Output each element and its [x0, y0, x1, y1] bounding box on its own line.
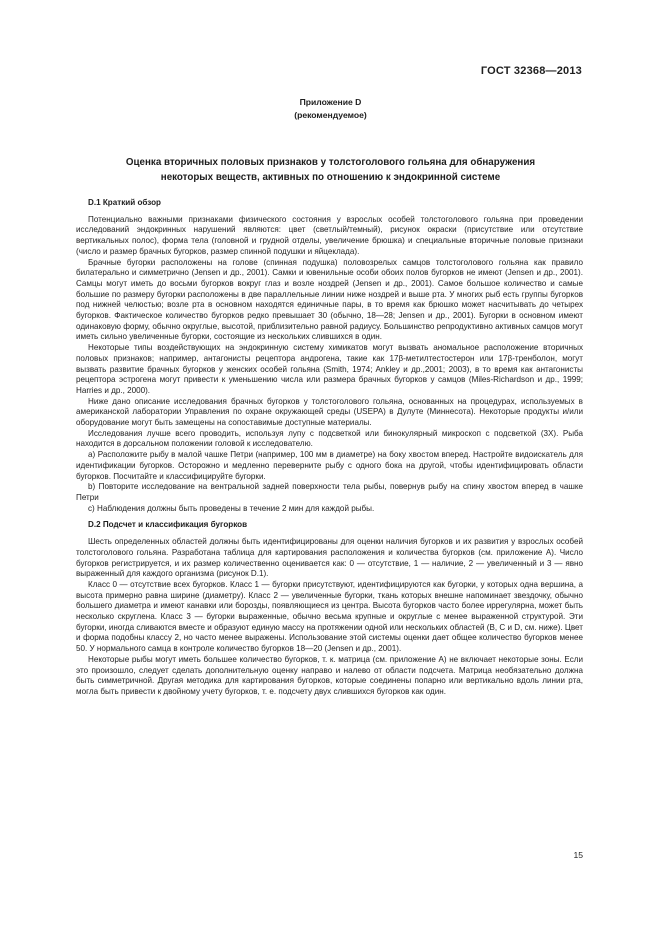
title-line-1: Оценка вторичных половых признаков у толстоголового гольяна для обнаружения [125, 157, 536, 168]
paragraph: Некоторые типы воздействующих на эндокринную систему химикатов могут вызвать аномальное расположение вторичных половых признаков; например, антагонисты рецептора андрогена, такие как 17β-метилтестостерон или 17β-тренболон, могут вызвать развитие брачных бугорков у женских особей гольяна (Smith, 1974; Ankley и др.,2001; 2003), в то время как антагонисты рецептора эстрогена могут привести к уменьшению числа или размера брачных бугорков у самцов (Miles-Richardson и др., 1999; Harries и др., 2000). [76, 343, 583, 395]
page-number: 15 [573, 850, 583, 860]
paragraph: Потенциально важными признаками физического состояния у взрослых особей толстоголового гольяна при проведении исследований эндокринных нарушений являются: цвет (светлый/темный), рисунок окраски (присутствие или отсутствие вертикальных полос), форма тела (головной и грудной отделы, увеличение брюшка) и специальные вторичные половые признаки (число и размер брачных бугорков, размер спинной подушки и яйцеклада). [76, 214, 583, 256]
paragraph: Некоторые рыбы могут иметь большее количество бугорков, т. к. матрица (см. приложение А) не включает некоторые зоны. Если это произошло, следует сделать дополнительную оценку направо и налево от области подсчета. Матрица необязательно должна быть симметричной. Другая методика для картирования бугорков, которые соединены попарно или вертикально вдоль линии рта, могла быть привести к двойному учету бугорков, т. е. подсчету двух слившихся бугорков как один. [76, 654, 583, 696]
body-text [76, 198, 583, 698]
list-item-b: b) Повторите исследование на вентральной задней поверхности тела рыбы, повернув рыбу на спину хвостом вперед в чашке Петри [76, 482, 583, 502]
section-heading-d2: D.2 Подсчет и классификация бугорков [88, 520, 248, 530]
list-item-a: a) Расположите рыбу в малой чашке Петри (например, 100 мм в диаметре) на боку хвостом вперед. Настройте видоискатель для идентификации бугорков. Осторожно и медленно переверните рыбу с одного бока на другой, чтобы идентифицировать области бугорков. Посчитайте и классифицируйте бугорки. [76, 450, 583, 481]
paragraph: Брачные бугорки расположены на голове (спинная подушка) половозрелых самцов толстоголового гольяна как правило билатерально и симметрично (Jensen и др., 2001). Самки и ювенильные особи обоих полов бугорков не имеют (Jensen и др., 2001). Самцы могут иметь до восьми бугорков вокруг глаз и возле ноздрей (Jensen и др., 2001). Самое большое количество и самые большие по размеру бугорки расположены в две параллельные линии ниже ноздрей и выше рта. У многих рыб есть группы бугорков под нижней челюстью; возле рта в основном находятся единичные пары, в то время как брюшко может насчитывать до четырех бугорков. Фактическое количество бугорков редко превышает 30 (обычно, 18—28; Jensen и др., 2001). Бугорки в основном имеют одинаковую форму, обычно округлые, высотой, приблизительно равной радиусу. Большинство репродуктивно активных самцов могут иметь сильно увеличенные бугорки, состоящие из нескольких слившихся в один. [76, 257, 583, 342]
paragraph: Исследования лучше всего проводить, используя лупу с подсветкой или бинокулярный микроскоп с подсветкой (3Х). Рыба находится в дорсальном положении головой к исследователю. [76, 428, 583, 449]
section-heading-d1: D.1 Краткий обзор [88, 198, 161, 207]
document-title [70, 156, 591, 185]
list-item-c: c) Наблюдения должны быть проведены в течение 2 мин для каждой рыбы. [88, 503, 375, 513]
appendix-heading [0, 96, 661, 122]
standard-code: ГОСТ 32368—2013 [480, 65, 582, 77]
appendix-label: Приложение D [299, 97, 362, 107]
paragraph: Шесть определенных областей должны быть идентифицированы для оценки наличия бугорков и их развития у взрослых особей толстоголового гольяна. Разработана таблица для картирования расположения и количества бугорков (см. приложение А). Число бугорков регистрируется, и их размер количественно оценивается как: 0 — отсутствие, 1 — наличие, 2 — увеличенный и 3 — явно выраженный для каждого организма (рисунок D.1). [76, 537, 583, 579]
paragraph: Ниже дано описание исследования брачных бугорков у толстоголового гольяна, основанных на процедурах, используемых в американской лаборатории Управления по охране окружающей среды (USEPA) в Дулуте (Миннесота). Некоторые продукты и/или оборудование могут быть замещены на сопоставимые доступные материалы. [76, 396, 583, 428]
appendix-status: (рекомендуемое) [294, 110, 367, 120]
title-line-2: некоторых веществ, активных по отношению к эндокринной системе [160, 171, 501, 183]
paragraph: Класс 0 — отсутствие всех бугорков. Класс 1 — бугорки присутствуют, идентифицируются как бугорки, у которых одна вершина, а высота примерно равна ширине (диаметру). Класс 2 — увеличенные бугорки, ткань которых внешне напоминает звездочку, обычно большего диаметра и имеют канавки или борозды, появляющиеся из центра. Высота бугорков часто более иррегулярна, может быть несколько скруглена. Класс 3 — бугорки выраженные, обычно весьма крупные и округлые с менее выраженной структурой. Эти бугорки, иногда сливаются вместе и образуют единую массу на протяжении одной или нескольких областей (B, C и D, см. ниже). Цвет и форма подобны классу 2, но часто менее выражены. Использование этой системы оценки дает общее количество бугорков менее 50. У нормального самца в контроле количество бугорков 18—20 (Jensen и др., 2001). [76, 579, 583, 654]
